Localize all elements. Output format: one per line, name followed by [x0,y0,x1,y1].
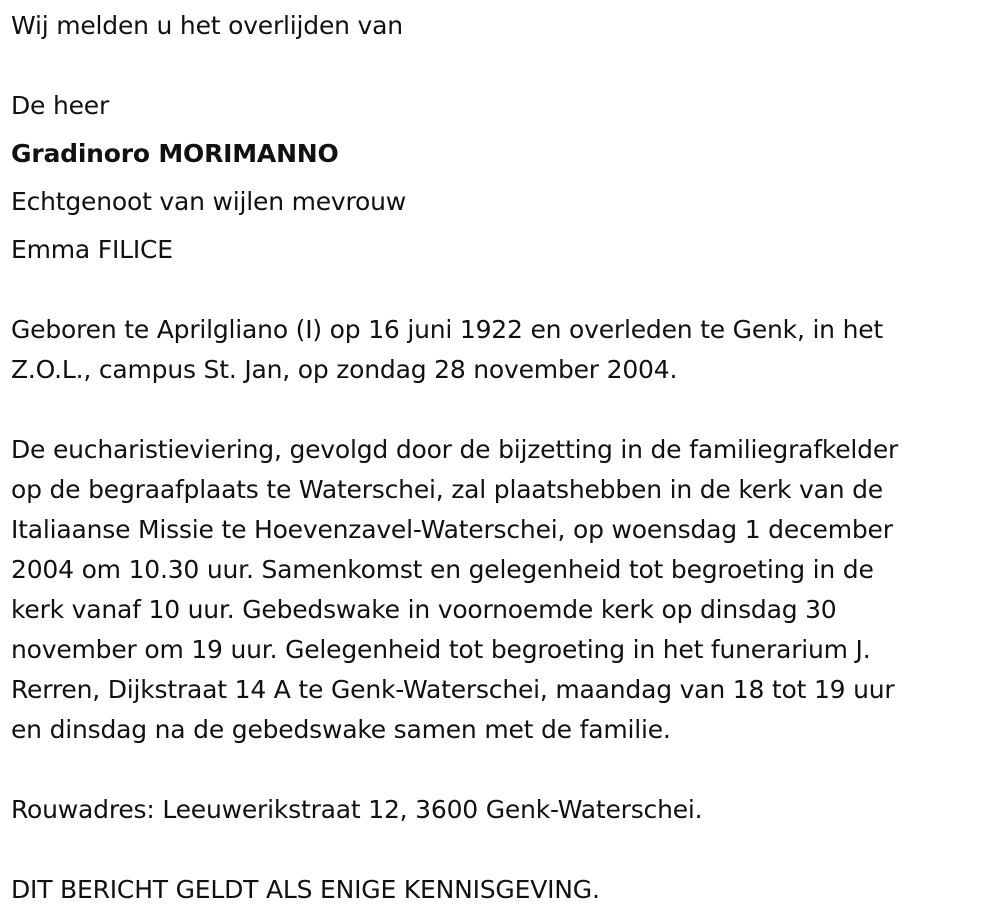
ceremony-paragraph [11,430,986,750]
paragraph-line: Rerren, Dijkstraat 14 A te Genk-Waterschei, maandag van 18 tot 19 uur [11,675,895,704]
spouse-label: Echtgenoot van wijlen mevrouw [11,187,407,216]
paragraph-line: De eucharistieviering, gevolgd door de bijzetting in de familiegrafkelder [11,435,899,464]
notice-footer: DIT BERICHT GELDT ALS ENIGE KENNISGEVING. [11,875,600,904]
title-prefix: De heer [11,91,110,120]
paragraph-line: en dinsdag na de gebedswake samen met de familie. [11,715,671,744]
mourning-address: Rouwadres: Leeuwerikstraat 12, 3600 Genk-Waterschei. [11,795,703,824]
paragraph-line: Z.O.L., campus St. Jan, op zondag 28 november 2004. [11,355,678,384]
birth-death-paragraph [11,310,986,390]
deceased-name: Gradinoro MORIMANNO [11,139,339,168]
intro-text: Wij melden u het overlijden van [11,11,403,40]
paragraph-line: 2004 om 10.30 uur. Samenkomst en gelegenheid tot begroeting in de [11,555,874,584]
paragraph-line: kerk vanaf 10 uur. Gebedswake in voornoemde kerk op dinsdag 30 [11,595,837,624]
paragraph-line: Geboren te Aprilgliano (I) op 16 juni 1922 en overleden te Genk, in het [11,315,884,344]
death-notice [11,6,986,910]
spouse-name: Emma FILICE [11,235,173,264]
paragraph-line: op de begraafplaats te Waterschei, zal plaatshebben in de kerk van de [11,475,883,504]
paragraph-line: Italiaanse Missie te Hoevenzavel-Waterschei, op woensdag 1 december [11,515,893,544]
paragraph-line: november om 19 uur. Gelegenheid tot begroeting in het funerarium J. [11,635,871,664]
